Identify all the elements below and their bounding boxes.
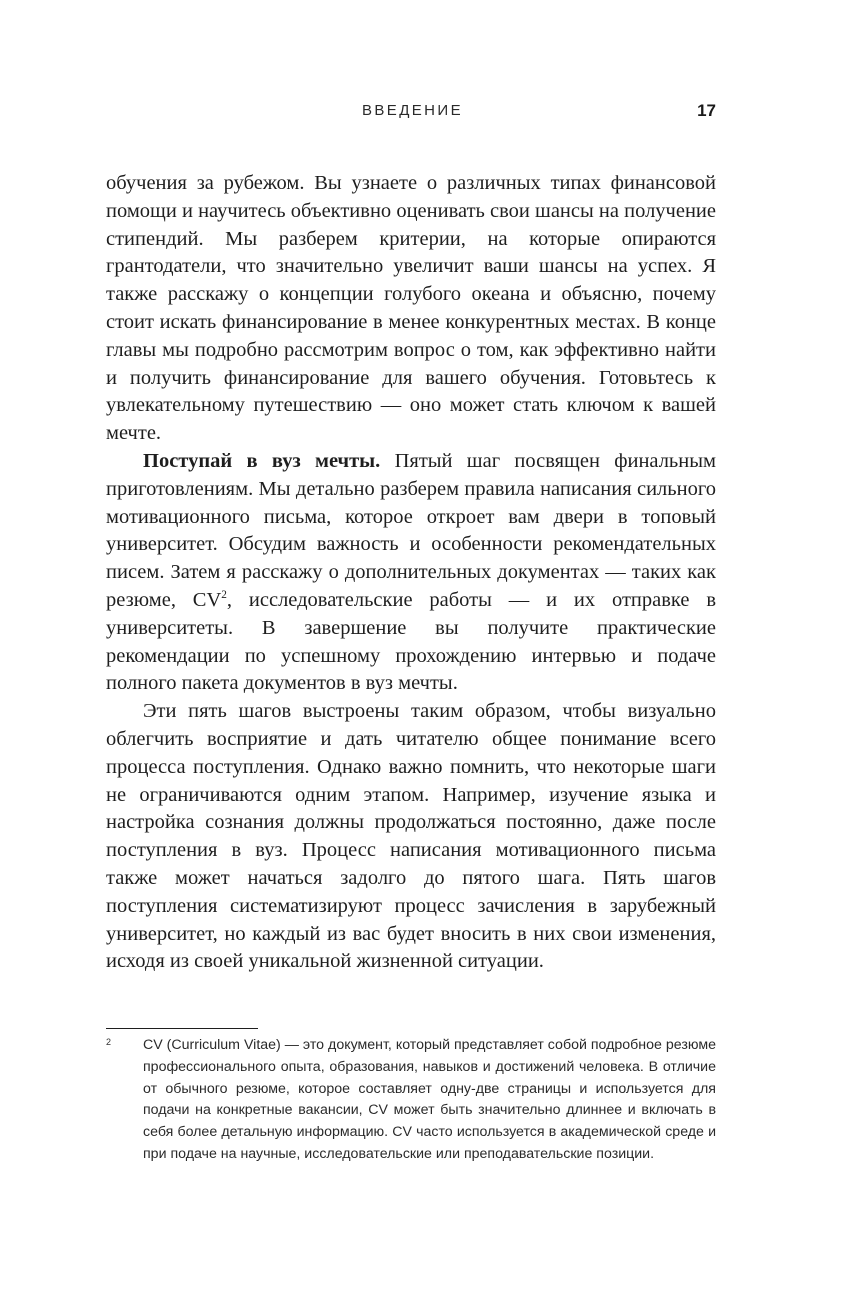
- footnote-reference[interactable]: 2: [221, 589, 227, 602]
- footnote-marker: 2: [106, 1037, 112, 1047]
- paragraph-text: Пятый шаг посвящен финальным приготовлениям. Мы детально разберем правила написания сильного мотивационного письма, которое откроет вам двери в топовый университет. Обсудим важность и особенности рекомендательных писем. Затем я расскажу о дополнительных документах — таких как резюме, CV: [106, 449, 716, 611]
- page-number: 17: [697, 101, 716, 120]
- footnote-divider: [106, 1028, 258, 1029]
- paragraph-text: , исследовательские работы — и их отправке в университеты. В завершение вы получите практические рекомендации по успешному прохождению интервью и подаче полного пакета документов в вуз мечты.: [106, 588, 717, 695]
- section-title: ВВЕДЕНИЕ: [362, 102, 463, 119]
- paragraph-financing: обучения за рубежом. Вы узнаете о различных типах финансовой помощи и научитесь объективно оценивать свои шансы на получение стипендий. Мы разберем критерии, на которые опираются грантодатели, что значительно увеличит ваши шансы на успех. Я также расскажу о концепции голубого океана и объясню, почему стоит искать финансирование в менее конкурентных местах. В конце главы мы подробно рассмотрим вопрос о том, как эффективно найти и получить финансирование для вашего обучения. Готовьтесь к увлекательному путешествию — оно может стать ключом к вашей мечте.: [106, 172, 716, 445]
- paragraph-step-five: [106, 448, 716, 698]
- footnote: [106, 1035, 716, 1166]
- running-header: [0, 100, 862, 122]
- paragraph-lead-heading: Поступай в вуз мечты.: [143, 449, 381, 472]
- paragraph-five-steps: Эти пять шагов выстроены таким образом, чтобы визуально облегчить восприятие и дать читателю общее понимание всего процесса поступления. Однако важно помнить, что некоторые шаги не ограничиваются одним этапом. Например, изучение языка и настройка сознания должны продолжаться постоянно, даже после поступления в вуз. Процесс написания мотивационного письма также может начаться задолго до пятого шага. Пять шагов поступления систематизируют процесс зачисления в зарубежный университет, но каждый из вас будет вносить в них свои изменения, исходя из своей уникальной жизненной ситуации.: [106, 700, 716, 973]
- body-text: [106, 170, 716, 976]
- footnote-text: CV (Curriculum Vitae) — это документ, который представляет собой подробное резюме профессионального опыта, образования, навыков и достижений человека. В отличие от обычного резюме, которое составляет одну-две страницы и используется для подачи на конкретные вакансии, CV может быть значительно длиннее и включать в себя более детальную информацию. CV часто используется в академической среде и при подаче на научные, исследовательские или преподавательские позиции.: [143, 1037, 716, 1162]
